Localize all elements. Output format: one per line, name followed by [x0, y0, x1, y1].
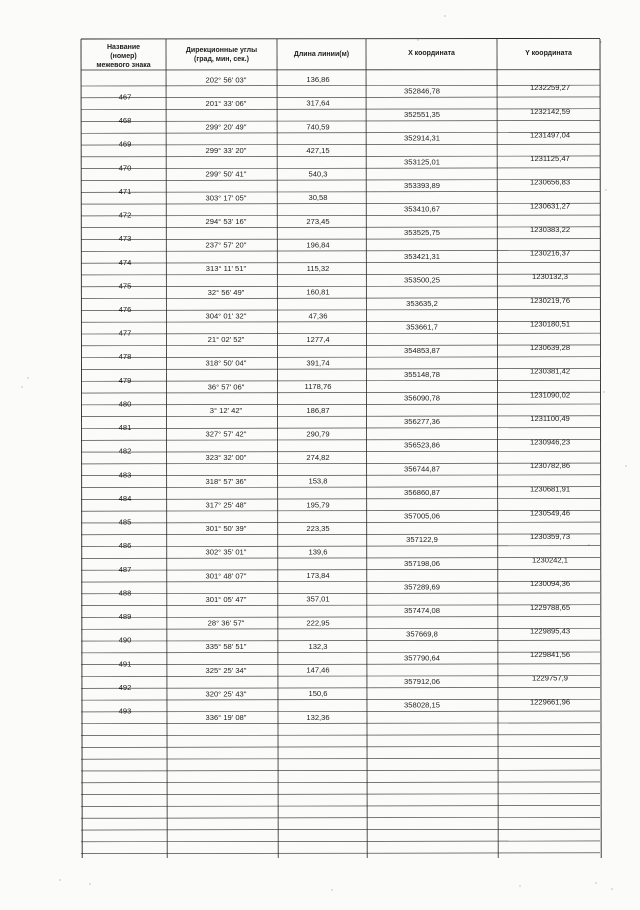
line-length: 274,82 — [306, 453, 329, 462]
row-rule — [81, 144, 600, 145]
scan-speck — [59, 879, 60, 880]
mark-number: 480 — [119, 399, 132, 408]
row-rule — [81, 794, 600, 795]
row-rule — [81, 817, 600, 818]
mark-number: 477 — [119, 329, 132, 338]
mark-number: 474 — [119, 258, 132, 267]
row-rule — [81, 439, 600, 440]
row-rule — [81, 392, 600, 393]
row-rule — [81, 782, 600, 783]
scan-speck — [417, 39, 418, 40]
y-coordinate: 1230381,42 — [530, 367, 570, 376]
direction-angle: 32° 56' 49" — [208, 288, 245, 297]
y-coordinate: 1230242,1 — [532, 556, 568, 565]
mark-number: 485 — [119, 518, 132, 527]
row-rule — [81, 652, 600, 653]
row-rule — [81, 723, 600, 724]
direction-angle: 201° 33' 06" — [206, 99, 247, 108]
x-coordinate: 354853,87 — [404, 346, 440, 355]
scan-speck — [611, 888, 612, 889]
y-coordinate: 1230180,51 — [530, 319, 570, 328]
row-rule — [81, 640, 600, 641]
header-angle-line: (град, мин, сек.) — [194, 56, 249, 63]
scan-speck — [27, 377, 28, 378]
line-length: 317,64 — [306, 99, 329, 108]
direction-angle: 317° 25' 48" — [206, 500, 247, 509]
scan-speck — [519, 885, 520, 886]
y-coordinate: 1231100,49 — [530, 414, 570, 423]
x-coordinate: 353393,89 — [404, 181, 440, 190]
mark-number: 490 — [119, 636, 132, 645]
y-coordinate: 1232259,27 — [530, 83, 570, 92]
row-rule — [81, 510, 600, 511]
scan-speck — [600, 41, 601, 42]
y-coordinate: 1230219,76 — [530, 296, 570, 305]
scan-speck — [331, 889, 332, 890]
row-rule — [81, 262, 600, 263]
header-length-line: Длина линии(м) — [294, 51, 349, 58]
mark-number: 491 — [119, 659, 132, 668]
y-coordinate: 1229757,9 — [532, 674, 568, 683]
row-rule — [81, 428, 600, 429]
line-length: 186,87 — [306, 406, 329, 415]
mark-number: 476 — [119, 305, 132, 314]
y-coordinate: 1230549,46 — [530, 508, 570, 517]
row-rule — [81, 239, 600, 240]
direction-angle: 336° 19' 08" — [206, 713, 247, 722]
row-rule — [81, 841, 600, 842]
line-length: 391,74 — [306, 359, 329, 368]
table-header-row — [96, 44, 572, 69]
line-length: 132,3 — [308, 642, 327, 651]
row-rule — [81, 853, 600, 854]
y-coordinate: 1230132,3 — [532, 272, 568, 281]
line-length: 173,84 — [306, 571, 329, 580]
mark-number: 483 — [119, 470, 132, 479]
row-rule — [81, 628, 600, 629]
x-coordinate: 357912,06 — [404, 677, 440, 686]
y-coordinate: 1230631,27 — [530, 201, 570, 210]
line-length: 195,79 — [306, 500, 329, 509]
x-coordinate: 353125,01 — [404, 157, 440, 166]
mark-number: 473 — [119, 234, 132, 243]
x-coordinate: 356744,87 — [404, 464, 440, 473]
direction-angle: 302° 35' 01" — [206, 548, 247, 557]
x-coordinate: 353500,25 — [404, 275, 440, 284]
mark-number: 467 — [119, 92, 132, 101]
row-rule — [81, 333, 600, 334]
row-rule — [81, 522, 600, 523]
x-coordinate: 353421,31 — [404, 252, 440, 261]
direction-angle: 202° 56' 03" — [206, 75, 247, 84]
direction-angle: 318° 50' 04" — [206, 359, 247, 368]
y-coordinate: 1230383,22 — [530, 225, 570, 234]
row-rule — [81, 191, 600, 192]
x-coordinate: 353635,2 — [406, 299, 438, 308]
direction-angle: 299° 20' 49" — [206, 122, 247, 131]
scan-speck — [89, 883, 90, 884]
row-rule — [81, 593, 600, 594]
row-rule — [81, 581, 600, 582]
row-rule — [81, 475, 600, 476]
x-coordinate: 356860,87 — [404, 488, 440, 497]
column-rule — [600, 39, 601, 858]
mark-number: 492 — [119, 683, 132, 692]
y-coordinate: 1230216,37 — [530, 249, 570, 258]
mark-number: 482 — [119, 447, 132, 456]
row-rule — [81, 770, 600, 771]
mark-number: 486 — [119, 541, 132, 550]
row-rule — [81, 546, 600, 547]
row-rule — [81, 274, 600, 275]
direction-angle: 313° 11' 51" — [206, 264, 247, 273]
x-coordinate: 353410,67 — [404, 205, 440, 214]
scan-speck — [605, 189, 606, 190]
row-rule — [81, 121, 600, 122]
header-name-line: (номер) — [110, 53, 136, 60]
x-coordinate: 357669,8 — [406, 630, 438, 639]
row-rule — [81, 711, 600, 712]
x-coordinate: 352551,35 — [404, 110, 440, 119]
x-coordinate: 353525,75 — [404, 228, 440, 237]
row-rule — [81, 345, 600, 346]
row-rule — [81, 168, 600, 169]
header-name-line: Название — [107, 44, 140, 51]
mark-number: 471 — [119, 187, 132, 196]
line-length: 740,59 — [306, 122, 329, 131]
y-coordinate: 1230946,23 — [530, 438, 570, 447]
mark-number: 479 — [119, 376, 132, 385]
row-rule — [81, 357, 600, 358]
row-rule — [81, 699, 600, 700]
row-rule — [81, 746, 600, 747]
row-rule — [81, 829, 600, 830]
y-coordinate: 1231090,02 — [530, 390, 570, 399]
row-rule — [81, 463, 600, 464]
row-rule — [81, 735, 600, 736]
row-rule — [81, 215, 600, 216]
scan-speck — [21, 386, 22, 387]
mark-number: 469 — [119, 140, 132, 149]
scan-speck — [595, 882, 596, 883]
table-body — [119, 75, 570, 722]
y-coordinate: 1231125,47 — [530, 154, 570, 163]
line-length: 290,79 — [306, 429, 329, 438]
row-rule — [81, 487, 600, 488]
column-rule — [497, 39, 498, 858]
line-length: 222,95 — [306, 618, 329, 627]
scan-speck — [603, 391, 604, 392]
row-rule — [81, 569, 600, 570]
x-coordinate: 357198,06 — [404, 559, 440, 568]
row-rule — [81, 806, 600, 807]
y-coordinate: 1230359,73 — [530, 532, 570, 541]
direction-angle: 303° 17' 05" — [206, 193, 247, 202]
row-rule — [81, 97, 600, 98]
direction-angle: 301° 48' 07" — [206, 571, 247, 580]
row-rule — [81, 310, 600, 311]
row-rule — [81, 227, 600, 228]
y-coordinate: 1229841,56 — [530, 650, 570, 659]
line-length: 30,58 — [308, 193, 327, 202]
y-coordinate: 1229661,96 — [530, 697, 570, 706]
line-length: 150,6 — [308, 689, 327, 698]
line-length: 196,84 — [306, 240, 329, 249]
row-rule — [81, 286, 600, 287]
line-length: 540,3 — [308, 170, 327, 179]
x-coordinate: 355148,78 — [404, 370, 440, 379]
line-length: 136,86 — [306, 75, 329, 84]
row-rule — [81, 250, 600, 251]
line-length: 147,46 — [306, 666, 329, 675]
mark-number: 487 — [119, 565, 132, 574]
mark-number: 484 — [119, 494, 132, 503]
line-length: 132,36 — [306, 713, 329, 722]
row-rule — [81, 380, 600, 381]
direction-angle: 318° 57' 36" — [206, 477, 247, 486]
direction-angle: 21° 02' 52" — [208, 335, 245, 344]
direction-angle: 320° 25' 43" — [206, 689, 247, 698]
x-coordinate: 356090,78 — [404, 393, 440, 402]
row-rule — [81, 132, 600, 133]
direction-angle: 3° 12' 42" — [210, 406, 243, 415]
y-coordinate: 1230656,83 — [530, 178, 570, 187]
y-coordinate: 1229788,65 — [530, 603, 570, 612]
y-coordinate: 1230782,86 — [530, 461, 570, 470]
mark-number: 470 — [119, 163, 132, 172]
row-rule — [81, 203, 600, 204]
y-coordinate: 1229895,43 — [530, 626, 570, 635]
mark-number: 493 — [119, 707, 132, 716]
row-rule — [81, 85, 600, 86]
x-coordinate: 357790,64 — [404, 653, 440, 662]
x-coordinate: 357005,06 — [404, 512, 440, 521]
direction-angle: 304° 01' 32" — [206, 311, 247, 320]
y-coordinate: 1230639,28 — [530, 343, 570, 352]
y-coordinate: 1232142,59 — [530, 107, 570, 116]
row-rule — [81, 109, 600, 110]
line-length: 357,01 — [306, 595, 329, 604]
row-rule — [81, 416, 600, 417]
header-name-line: межевого знака — [96, 62, 150, 69]
header-angle-line: Дирекционные углы — [186, 47, 257, 54]
row-rule — [81, 180, 600, 181]
row-rule — [81, 298, 600, 299]
line-length: 273,45 — [306, 217, 329, 226]
scan-speck — [625, 465, 626, 466]
x-coordinate: 356523,86 — [404, 441, 440, 450]
direction-angle: 237° 57' 20" — [206, 241, 247, 250]
direction-angle: 325° 25' 34" — [206, 666, 247, 675]
row-rule — [81, 687, 600, 688]
x-coordinate: 352846,78 — [404, 86, 440, 95]
row-rule — [81, 605, 600, 606]
direction-angle: 299° 50' 41" — [206, 170, 247, 179]
line-length: 223,35 — [306, 524, 329, 533]
mark-number: 468 — [119, 116, 132, 125]
row-rule — [81, 558, 600, 559]
row-rule — [81, 451, 600, 452]
line-length: 47,36 — [308, 311, 327, 320]
direction-angle: 301° 50' 39" — [206, 524, 247, 533]
row-rule — [81, 498, 600, 499]
x-coordinate: 353661,7 — [406, 323, 438, 332]
x-coordinate: 352914,31 — [404, 134, 440, 143]
scan-speck — [588, 544, 589, 545]
row-rule — [81, 676, 600, 677]
column-rule — [81, 39, 82, 858]
line-length: 160,81 — [306, 288, 329, 297]
mark-number: 478 — [119, 352, 132, 361]
row-rule — [81, 404, 600, 405]
line-length: 1178,76 — [305, 382, 332, 391]
x-coordinate: 357122,9 — [406, 535, 438, 544]
line-length: 139,6 — [308, 547, 327, 556]
direction-angle: 301° 05' 47" — [206, 595, 247, 604]
line-length: 427,15 — [306, 146, 329, 155]
line-length: 115,32 — [307, 264, 330, 273]
mark-number: 489 — [119, 612, 132, 621]
mark-number: 472 — [119, 211, 132, 220]
direction-angle: 323° 32' 00" — [206, 453, 247, 462]
row-rule — [81, 664, 600, 665]
mark-number: 475 — [119, 281, 132, 290]
header-top-rule — [81, 38, 600, 39]
row-rule — [81, 369, 600, 370]
row-rule — [81, 321, 600, 322]
x-coordinate: 358028,15 — [404, 701, 440, 710]
direction-angle: 327° 57' 42" — [206, 430, 247, 439]
x-coordinate: 357289,69 — [404, 582, 440, 591]
direction-angle: 299° 33' 20" — [206, 146, 247, 155]
row-rule — [81, 156, 600, 157]
y-coordinate: 1230681,91 — [530, 485, 570, 494]
header-y-line: Y координата — [525, 50, 572, 57]
table-grid-lines — [81, 38, 601, 858]
direction-angle: 335° 58' 51" — [206, 642, 247, 651]
y-coordinate: 1230094,36 — [530, 579, 570, 588]
direction-angle: 294° 53' 16" — [206, 217, 247, 226]
row-rule — [81, 617, 600, 618]
row-rule — [81, 534, 600, 535]
x-coordinate: 357474,08 — [404, 606, 440, 615]
mark-number: 488 — [119, 588, 132, 597]
y-coordinate: 1231497,04 — [530, 130, 570, 139]
direction-angle: 36° 57' 06" — [208, 382, 245, 391]
line-length: 1277,4 — [306, 335, 329, 344]
direction-angle: 28° 36' 57" — [208, 619, 245, 628]
header-x-line: X координата — [408, 50, 455, 57]
x-coordinate: 356277,36 — [404, 417, 440, 426]
scan-speck — [444, 15, 445, 16]
row-rule — [81, 758, 600, 759]
mark-number: 481 — [119, 423, 132, 432]
line-length: 153,8 — [308, 477, 327, 486]
